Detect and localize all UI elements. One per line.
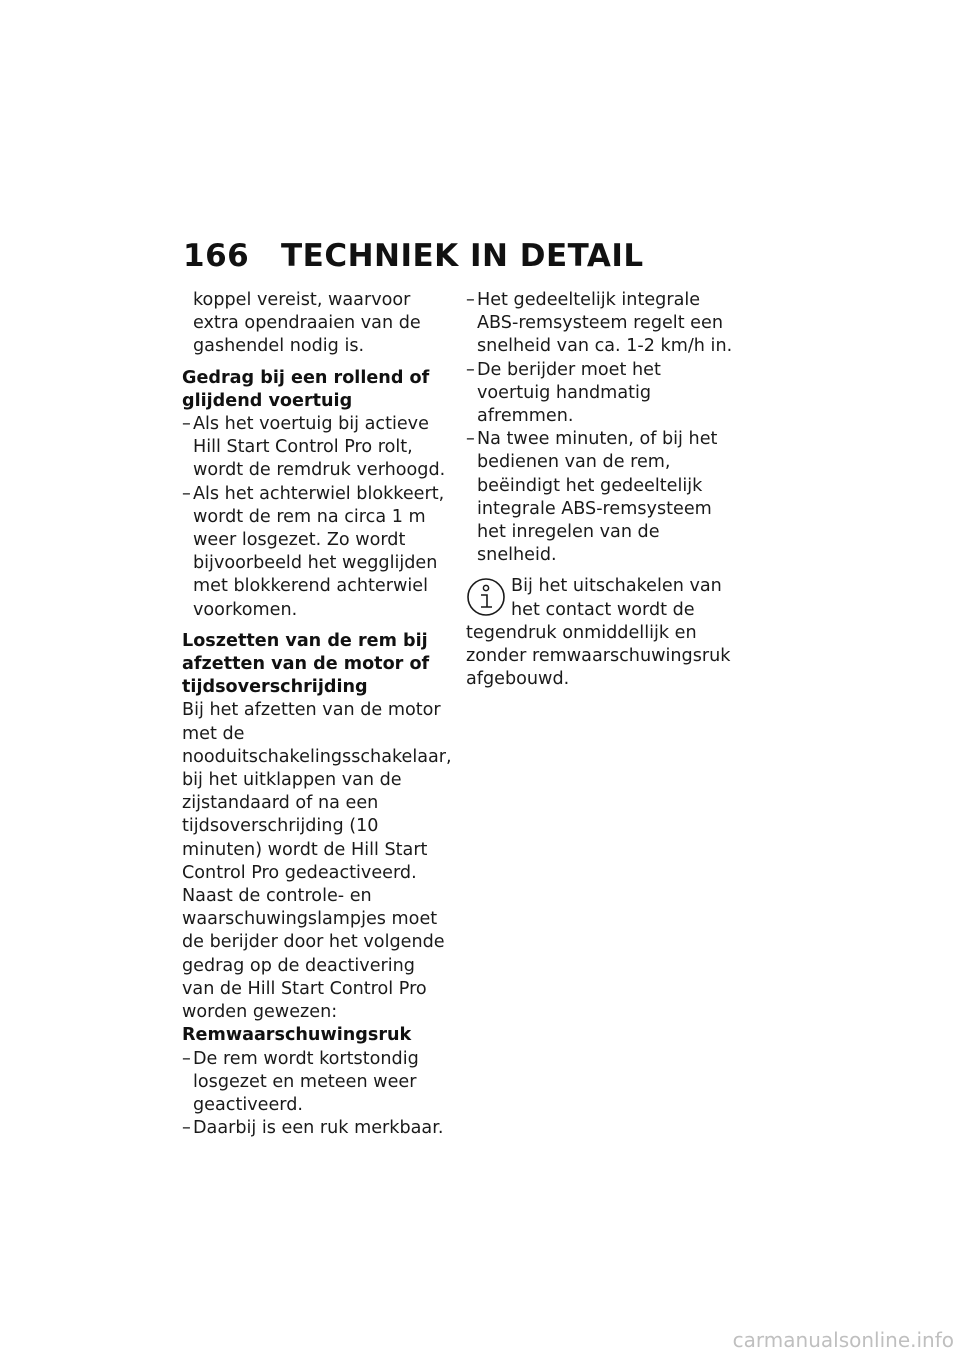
- list-item: – Het gedeeltelijk integrale ABS-remsysteem regelt een snelheid van ca. 1-2 km/h in.: [466, 289, 738, 359]
- jerk-list: [182, 1048, 452, 1141]
- rolling-behaviour-list: [182, 413, 452, 622]
- info-note: [466, 575, 738, 691]
- section-heading-jerk: Remwaarschuwingsruk: [182, 1025, 412, 1046]
- abs-list: [466, 289, 738, 567]
- warning-paragraph: Naast de controle- en waarschuwingslampjes moet de berijder door het volgende gedrag op de deactivering van de Hill Start Control Pro worden gewezen:: [182, 886, 445, 1023]
- intro-paragraph: koppel vereist, waarvoor extra opendraaien van de gashendel nodig is.: [193, 290, 421, 357]
- release-paragraph: Bij het afzetten van de motor met de nooduitschakelingsschakelaar, bij het uitklappen van de zijstandaard of na een tijdsoverschrijding (10 minuten) wordt de Hill Start Control Pro gedeactiveerd.: [182, 700, 452, 883]
- watermark: carmanualsonline.info: [732, 1328, 954, 1352]
- section-heading-rolling: Gedrag bij een rollend of glijdend voertuig: [182, 367, 430, 411]
- left-column: [182, 289, 452, 1140]
- list-item: – De berijder moet het voertuig handmatig afremmen.: [466, 359, 738, 429]
- list-item: – Als het voertuig bij actieve Hill Start Control Pro rolt, wordt de remdruk verhoogd.: [182, 413, 452, 483]
- list-item: – Als het achterwiel blokkeert, wordt de rem na circa 1 m weer losgezet. Zo wordt bijvoorbeeld het wegglijden met blokkerend achterwiel voorkomen.: [182, 483, 452, 622]
- list-item: – Daarbij is een ruk merkbaar.: [182, 1117, 452, 1140]
- list-item: – De rem wordt kortstondig losgezet en meteen weer geactiveerd.: [182, 1048, 452, 1118]
- page-number: 166: [183, 238, 250, 274]
- chapter-title: TECHNIEK IN DETAIL: [281, 238, 644, 274]
- page-header: [183, 238, 644, 274]
- section-heading-release: Loszetten van de rem bij afzetten van de motor of tijdsoverschrijding: [182, 630, 430, 698]
- info-icon: [466, 577, 506, 617]
- note-text: Bij het uitschakelen van het contact wordt de tegendruk onmiddellijk en zonder remwaarschuwingsruk afgebouwd.: [466, 576, 731, 690]
- right-column: [466, 289, 738, 691]
- list-item: – Na twee minuten, of bij het bedienen van de rem, beëindigt het gedeeltelijk integrale ABS-remsysteem het inregelen van de snelheid.: [466, 428, 738, 567]
